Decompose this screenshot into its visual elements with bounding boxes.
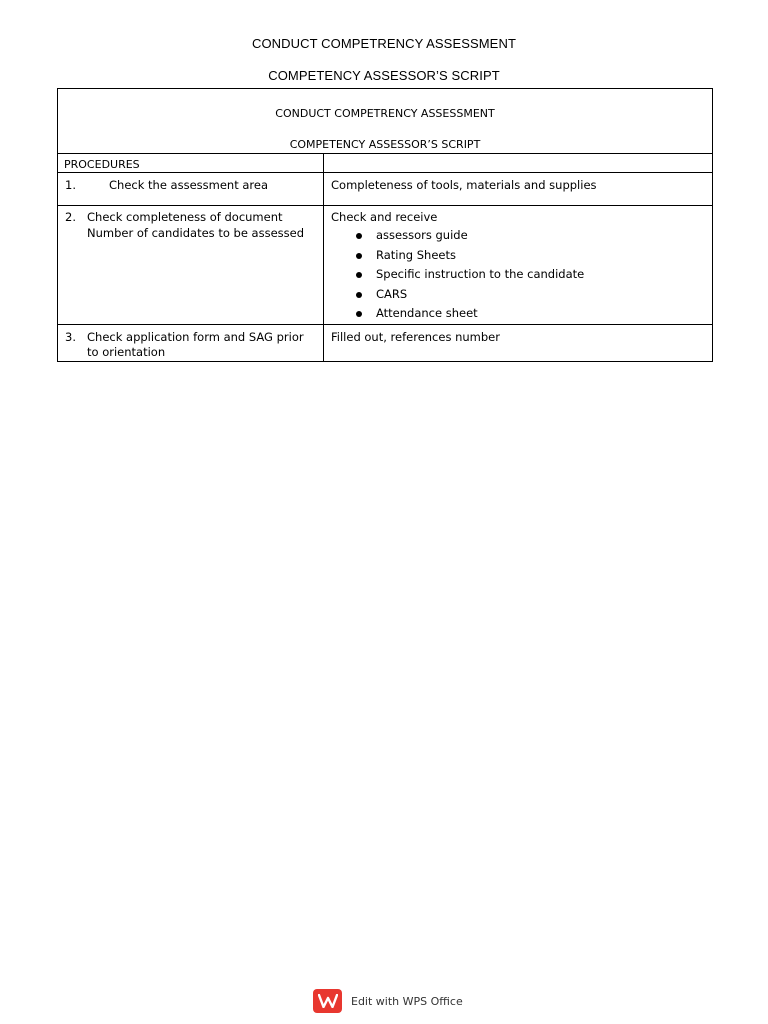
detail-text: Completeness of tools, materials and supplies	[331, 178, 597, 192]
page-title: CONDUCT COMPETRENCY ASSESSMENT	[251, 36, 516, 51]
detail-cell	[324, 173, 713, 206]
detail-text: Filled out, references number	[331, 329, 500, 344]
list-item: CARS	[331, 285, 706, 305]
page-subtitle: COMPETENCY ASSESSOR’S SCRIPT	[268, 68, 500, 83]
table-header-title: CONDUCT COMPETRENCY ASSESSMENT	[275, 107, 495, 120]
procedure-cell	[58, 324, 324, 361]
assessment-script-table	[57, 88, 713, 362]
procedure-number: 1.	[65, 178, 76, 192]
procedure-text: Check application form and SAG prior to orientation	[87, 329, 304, 359]
procedure-cell	[58, 173, 324, 206]
list-item: Attendance sheet	[331, 304, 706, 324]
list-item: Specific instruction to the candidate	[331, 265, 706, 285]
procedures-label-empty-cell	[324, 154, 713, 173]
procedures-label: PROCEDURES	[58, 154, 324, 173]
detail-cell	[324, 324, 713, 361]
detail-text: Check and receive	[331, 210, 438, 224]
list-item: Rating Sheets	[331, 246, 706, 266]
table-header-row	[58, 89, 713, 154]
procedure-number: 3.	[65, 329, 76, 344]
wps-badge-label[interactable]: Edit with WPS Office	[351, 994, 463, 1008]
table-row	[58, 324, 713, 361]
procedure-text: Check completeness of document	[87, 210, 283, 224]
list-item: assessors guide	[331, 226, 706, 246]
procedure-extra-text: Number of candidates to be assessed	[87, 226, 305, 240]
table-row	[58, 206, 713, 325]
table-header-cell	[58, 89, 713, 154]
wps-logo-icon	[313, 989, 342, 1013]
wps-edit-badge[interactable]	[313, 989, 463, 1013]
detail-cell	[324, 206, 713, 325]
table-row	[58, 173, 713, 206]
procedure-number: 2.	[65, 210, 76, 224]
procedure-text: Check the assessment area	[109, 178, 269, 192]
document-checklist	[331, 226, 706, 324]
procedures-label-row	[58, 154, 713, 173]
table-header-subtitle: COMPETENCY ASSESSOR’S SCRIPT	[289, 138, 481, 151]
procedure-cell	[58, 206, 324, 325]
